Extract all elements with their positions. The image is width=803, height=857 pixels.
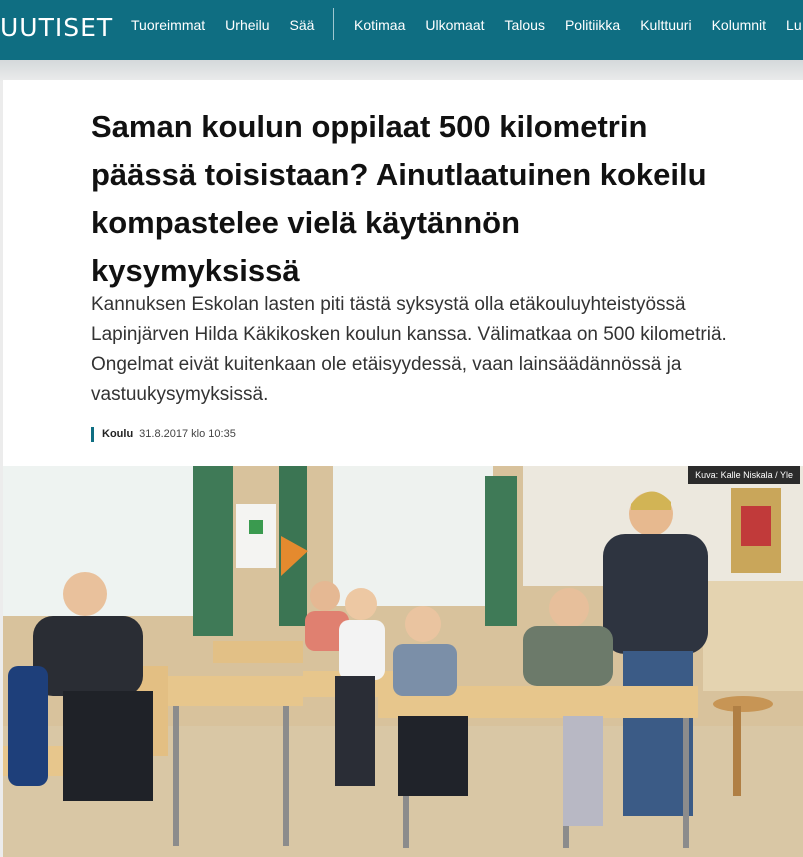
article-title: Saman koulun oppilaat 500 kilometrin päässä toisistaan? Ainutlaatuinen kokeilu kompastelee vielä käytännön kysymyksissä: [91, 109, 707, 288]
top-navigation: [0, 0, 803, 60]
section-nav: [354, 0, 803, 50]
category-marker: [91, 427, 94, 442]
photo-credit: Kuva: Kalle Niskala / Yle: [688, 466, 800, 484]
category-link[interactable]: Koulu: [102, 428, 134, 440]
header-shadow: [0, 60, 803, 82]
nav-item-saa[interactable]: Sää: [289, 17, 315, 33]
nav-item-kotimaa[interactable]: Kotimaa: [354, 17, 406, 33]
nav-divider: [333, 8, 334, 40]
nav-item-urheilu[interactable]: Urheilu: [225, 17, 270, 33]
publish-date: 31.8.2017 klo 10:35: [139, 428, 236, 440]
brand-logo[interactable]: UUTISET: [0, 13, 114, 42]
classroom-photo-illustration: [3, 466, 803, 857]
nav-item-talous[interactable]: Talous: [504, 17, 545, 33]
primary-nav: [131, 0, 334, 50]
article-meta: [91, 427, 236, 441]
nav-item-ulkomaat[interactable]: Ulkomaat: [425, 17, 485, 33]
article-photo: [3, 466, 803, 857]
article-lead: Kannuksen Eskolan lasten piti tästä syksystä olla etäkouluyhteistyössä Lapinjärven Hilda Käkikosken koulun kanssa. Välimatkaa on 500 kilometriä. Ongelmat eivät kuitenkaan ole etäisyydessä, vaan lainsäädännössä ja vastuukysymyksissä.: [91, 294, 727, 405]
nav-item-lu[interactable]: Lu: [786, 17, 802, 33]
nav-item-politiikka[interactable]: Politiikka: [564, 17, 621, 33]
nav-item-kolumnit[interactable]: Kolumnit: [711, 17, 767, 33]
nav-item-kulttuuri[interactable]: Kulttuuri: [640, 17, 692, 33]
nav-item-tuoreimmat[interactable]: Tuoreimmat: [131, 17, 206, 33]
